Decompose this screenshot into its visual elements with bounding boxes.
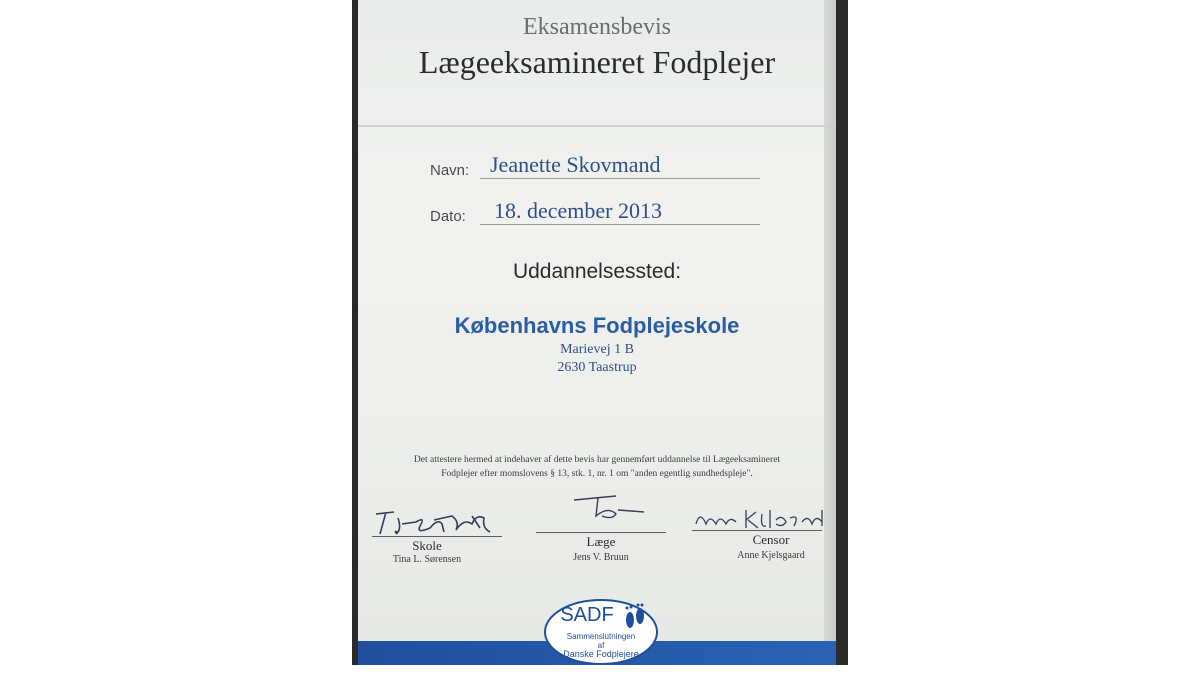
- attestation-line2: Fodplejer efter momslovens § 13, stk. 1, nr. 1 om "anden egentlig sundhedspleje".: [441, 469, 753, 479]
- date-label: Dato:: [430, 208, 466, 225]
- sadf-line2: af: [597, 641, 605, 650]
- school-name: Københavns Fodplejeskole: [454, 313, 740, 338]
- attestation-line1: Det attestere hermed at indehaver af dette bevis har gennemført uddannelse til Lægeeksamineret: [413, 455, 781, 465]
- certificate-subtitle: Eksamensbevis: [523, 14, 671, 40]
- name-underline: [480, 178, 760, 179]
- sadf-abbr: SADF: [560, 604, 614, 626]
- school-address-line2: 2630 Taastrup: [557, 360, 637, 375]
- signature-laege: [568, 492, 648, 522]
- signature-name-censor: Anne Kjelsgaard: [737, 550, 805, 561]
- signature-line-censor: [692, 530, 822, 531]
- certificate-frame: [352, 0, 848, 665]
- footprints-icon: [622, 602, 648, 634]
- name-label: Navn:: [430, 162, 470, 179]
- sadf-line3: Danske Fodplejere: [563, 649, 639, 659]
- signature-role-censor: Censor: [752, 532, 790, 547]
- certificate-title: Lægeeksamineret Fodplejer: [418, 44, 776, 80]
- signature-name-skole: Tina L. Sørensen: [392, 554, 462, 565]
- name-value: Jeanette Skovmand: [490, 152, 661, 177]
- signature-line-laege: [536, 532, 666, 533]
- signature-role-laege: Læge: [586, 534, 616, 549]
- signature-name-laege: Jens V. Bruun: [573, 552, 629, 563]
- date-underline: [480, 224, 760, 225]
- signature-skole: [372, 504, 502, 540]
- sadf-line1: Sammenslutningen: [566, 632, 636, 641]
- certificate-paper: [358, 0, 836, 665]
- paper-fold: [358, 125, 836, 127]
- date-value: 18. december 2013: [494, 198, 662, 223]
- signature-role-skole: Skole: [412, 538, 442, 553]
- signature-line-skole: [372, 536, 502, 537]
- school-address-line1: Marievej 1 B: [560, 342, 634, 357]
- sadf-logo: [542, 596, 660, 664]
- education-heading: Uddannelsessted:: [512, 260, 682, 283]
